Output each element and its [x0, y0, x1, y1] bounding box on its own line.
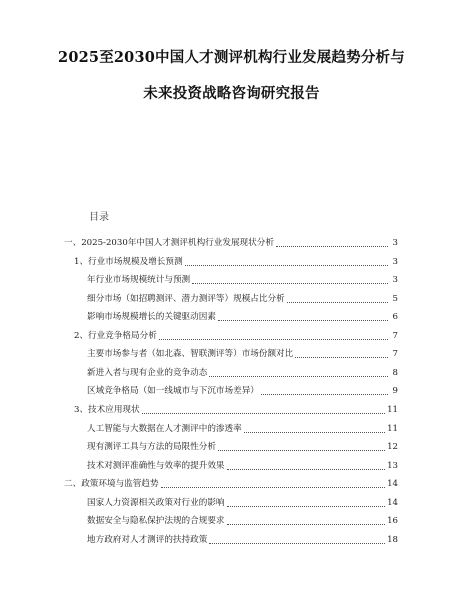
- toc-entry[interactable]: [87, 311, 398, 323]
- toc-entry[interactable]: [74, 256, 398, 268]
- toc-entry-title: 影响市场规模增长的关键驱动因素: [87, 312, 216, 323]
- toc-entry[interactable]: [87, 460, 398, 472]
- toc-leader-dots: [261, 387, 388, 395]
- toc-entry-title: 国家人力资源相关政策对行业的影响: [87, 497, 225, 508]
- toc-leader-dots: [218, 313, 388, 321]
- toc-heading: 目录: [89, 212, 109, 223]
- toc-entry-title: 区域竞争格局（如一线城市与下沉市场差异）: [87, 386, 259, 397]
- toc-entry-title: 二、政策环境与监管趋势: [64, 479, 159, 490]
- toc-leader-dots: [142, 406, 385, 414]
- toc-leader-dots: [192, 276, 388, 284]
- toc-entry-title: 年行业市场规模统计与预测: [87, 275, 191, 286]
- toc-entry-page: 8: [392, 367, 398, 378]
- toc-entry-page: 12: [387, 442, 398, 453]
- toc-entry[interactable]: [64, 478, 398, 490]
- toc-entry-title: 新进入者与现有企业的竞争动态: [87, 367, 208, 378]
- toc-entry-title: 现有测评工具与方法的局限性分析: [87, 442, 216, 453]
- toc-entry-page: 13: [387, 460, 398, 471]
- toc-leader-dots: [209, 369, 388, 377]
- toc-entry[interactable]: [87, 293, 398, 305]
- toc-entry[interactable]: [87, 423, 398, 435]
- toc-entry[interactable]: [64, 237, 398, 249]
- toc-entry-page: 5: [392, 293, 398, 304]
- toc-entry-page: 11: [387, 404, 398, 415]
- toc-entry-page: 16: [387, 516, 398, 527]
- toc-entry-title: 主要市场参与者（如北森、智联测评等）市场份额对比: [87, 349, 294, 360]
- report-title-line-1: 2025至2030中国人才测评机构行业发展趋势分析与: [58, 49, 405, 66]
- toc-entry-title: 1、行业市场规模及增长预测: [74, 256, 183, 267]
- toc-entry-page: 14: [387, 497, 398, 508]
- toc-entry-page: 7: [392, 349, 398, 360]
- toc-entry-page: 3: [392, 275, 398, 286]
- toc-leader-dots: [159, 332, 388, 340]
- toc-entry-title: 3、技术应用现状: [74, 404, 140, 415]
- toc-leader-dots: [161, 480, 386, 488]
- toc-entry-title: 人工智能与大数据在人才测评中的渗透率: [87, 423, 242, 434]
- toc-entry[interactable]: [87, 534, 398, 546]
- toc-leader-dots: [276, 239, 388, 247]
- toc-entry-page: 3: [392, 238, 398, 248]
- toc-entry-title: 技术对测评准确性与效率的提升效果: [87, 460, 225, 471]
- toc-leader-dots: [218, 443, 385, 451]
- toc-entry[interactable]: [87, 367, 398, 379]
- toc-entry-page: 11: [387, 423, 398, 434]
- toc-leader-dots: [227, 462, 386, 470]
- toc-entry[interactable]: [87, 274, 398, 286]
- report-title-line-2: 未来投资战略咨询研究报告: [143, 85, 320, 102]
- toc-entry-title: 细分市场（如招聘测评、潜力测评等）规模占比分析: [87, 293, 285, 304]
- toc-leader-dots: [287, 295, 388, 303]
- toc-entry-page: 18: [387, 534, 398, 545]
- toc-entry[interactable]: [74, 404, 398, 416]
- toc-entry[interactable]: [87, 441, 398, 453]
- toc-entry-title: 地方政府对人才测评的扶持政策: [87, 534, 208, 545]
- toc-entry[interactable]: [87, 515, 398, 527]
- toc-entry-title: 一、2025-2030年中国人才测评机构行业发展现状分析: [64, 238, 274, 248]
- toc-entry-page: 7: [392, 330, 398, 341]
- toc-leader-dots: [209, 536, 385, 544]
- toc-entry-title: 2、行业竞争格局分析: [74, 330, 157, 341]
- toc-entry-page: 14: [387, 479, 398, 490]
- toc-leader-dots: [295, 350, 388, 358]
- toc-entry[interactable]: [74, 330, 398, 342]
- toc-entry-page: 9: [392, 386, 398, 397]
- toc-leader-dots: [227, 517, 386, 525]
- toc-entry-title: 数据安全与隐私保护法规的合规要求: [87, 516, 225, 527]
- toc-entry[interactable]: [87, 348, 398, 360]
- toc-entry-page: 3: [392, 256, 398, 267]
- toc-entry-page: 6: [392, 312, 398, 323]
- toc-entry[interactable]: [87, 497, 398, 509]
- toc-entry[interactable]: [87, 385, 398, 397]
- toc-leader-dots: [244, 425, 385, 433]
- toc-leader-dots: [185, 258, 388, 266]
- toc-leader-dots: [227, 499, 386, 507]
